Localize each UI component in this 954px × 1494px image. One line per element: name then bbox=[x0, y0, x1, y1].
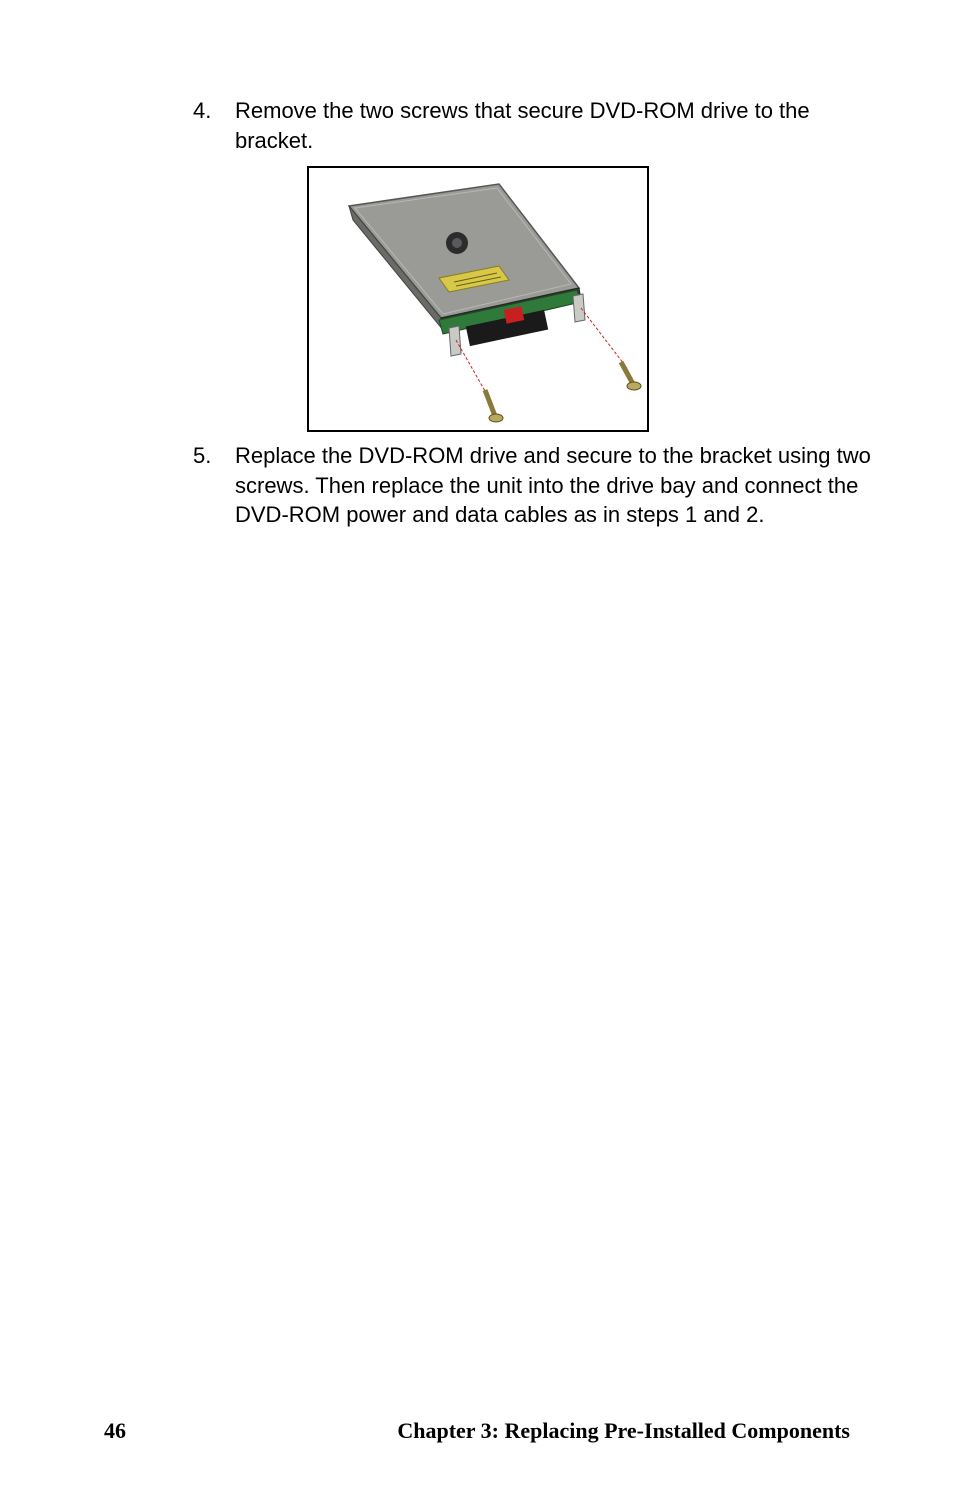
step-5 bbox=[193, 441, 873, 530]
screw-icon bbox=[621, 362, 641, 390]
chapter-title: Chapter 3: Replacing Pre-Installed Components bbox=[397, 1418, 850, 1443]
step-number: 5. bbox=[193, 443, 212, 468]
step-text: Remove the two screws that secure DVD-ROM drive to the bracket. bbox=[235, 98, 810, 153]
page-number: 46 bbox=[104, 1418, 126, 1443]
dvd-rom-drive-illustration bbox=[307, 166, 649, 432]
step-4 bbox=[193, 96, 873, 155]
step-text: Replace the DVD-ROM drive and secure to the bracket using two screws. Then replace the unit into the drive bay and connect the DVD-ROM power and data cables as in steps 1 and 2. bbox=[235, 443, 871, 527]
screw-icon bbox=[485, 390, 503, 422]
step-number: 4. bbox=[193, 98, 212, 123]
